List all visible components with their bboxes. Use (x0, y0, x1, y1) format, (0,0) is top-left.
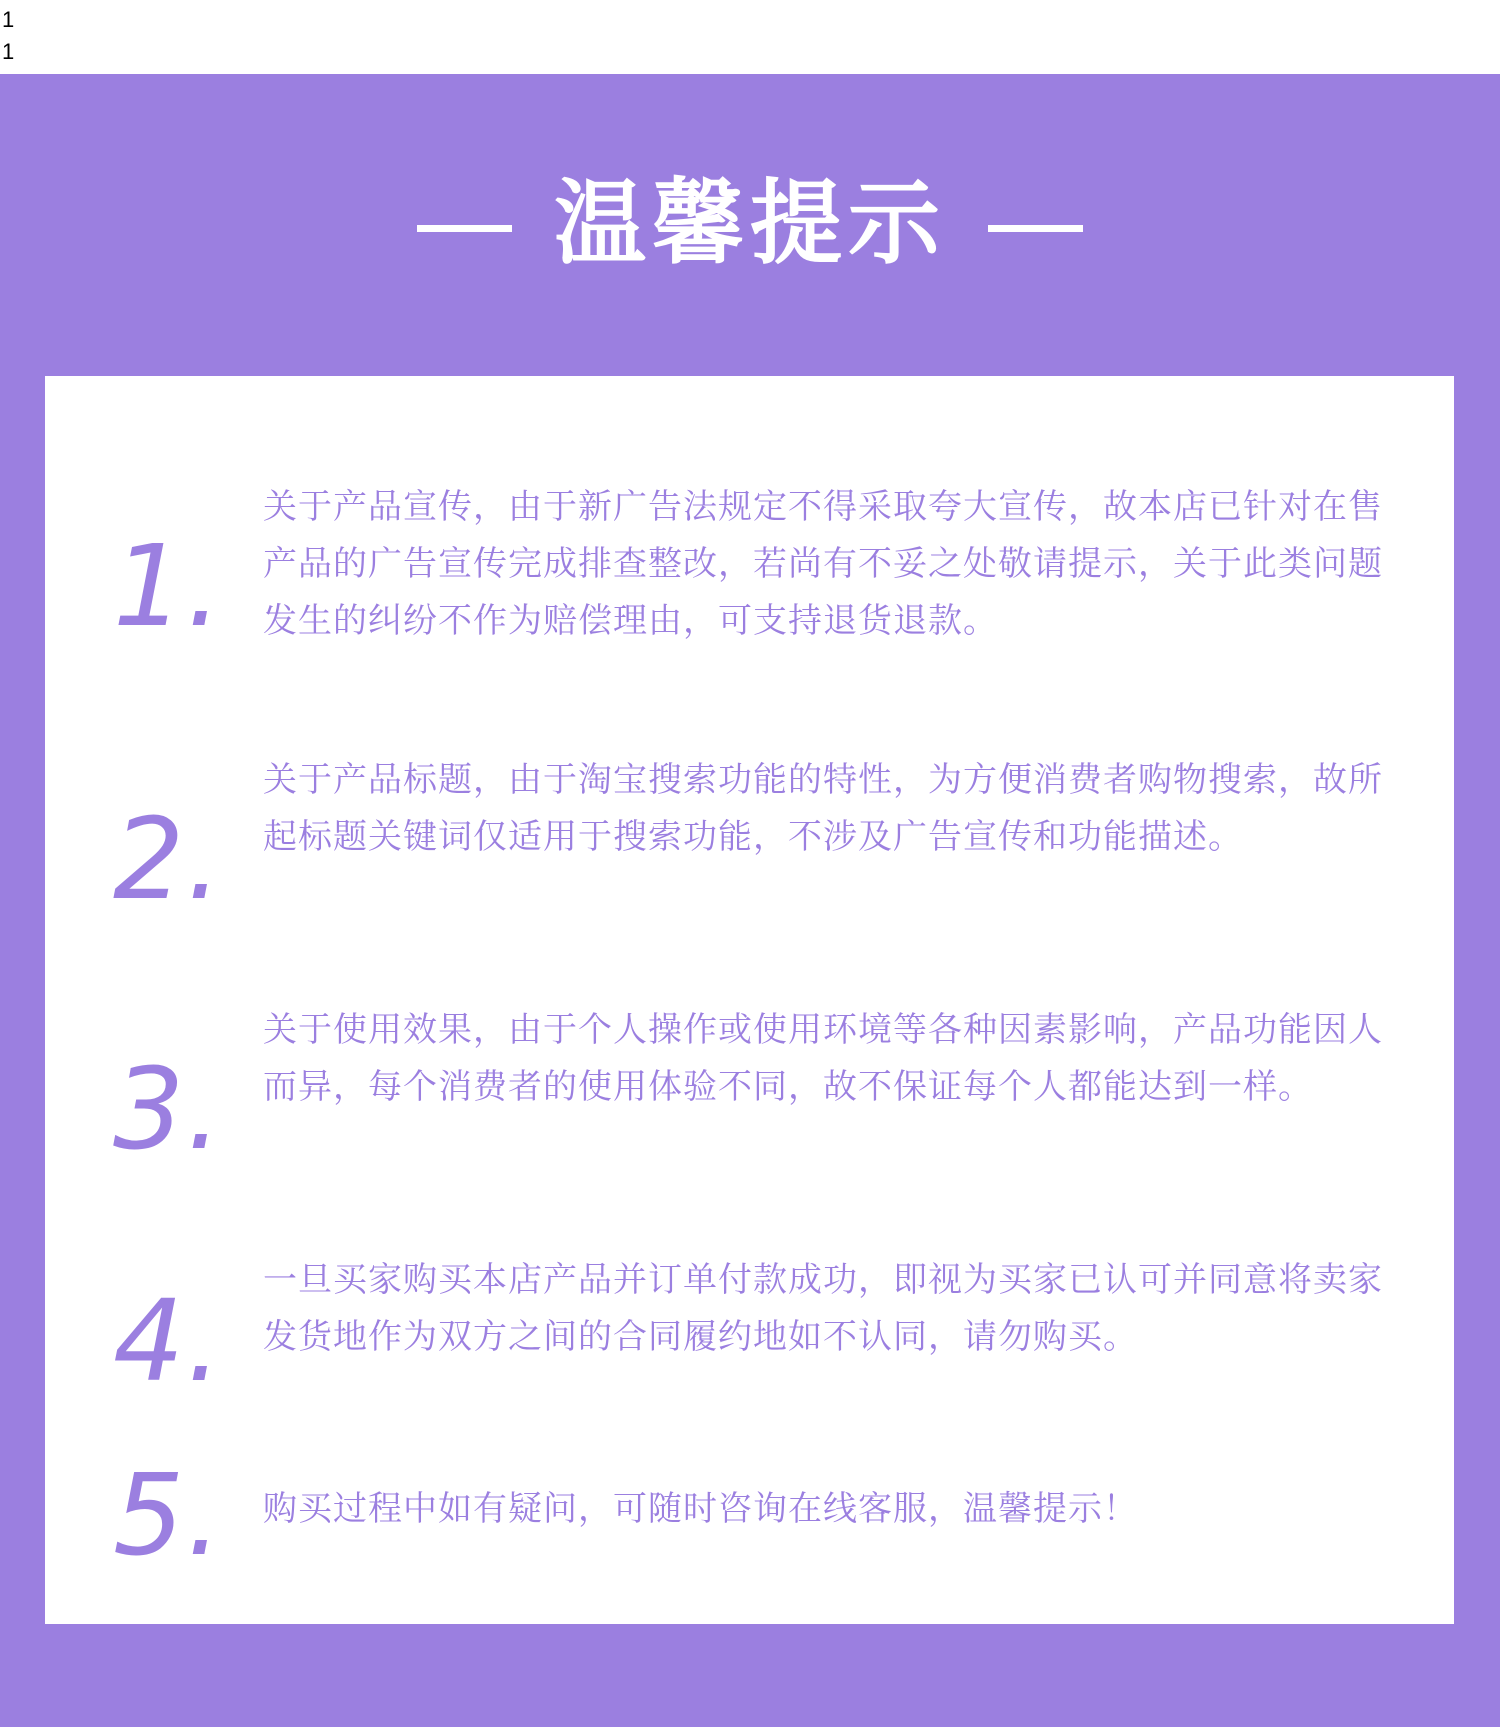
left-dash (417, 225, 512, 232)
notice-number-1: 1. (113, 522, 224, 652)
purple-notice-panel (0, 74, 1500, 1727)
notice-number-5: 5. (113, 1451, 224, 1581)
notice-text-4: 一旦买家购买本店产品并订单付款成功，即视为买家已认可并同意将卖家发货地作为双方之间的合同履约地如不认同，请勿购买。 (263, 1260, 1383, 1357)
page-title: 温馨提示 (553, 170, 946, 277)
notice-text-1: 关于产品宣传，由于新广告法规定不得采取夸大宣传，故本店已针对在售产品的广告宣传完成排查整改，若尚有不妥之处敬请提示，关于此类问题发生的纠纷不作为赔偿理由，可支持退货退款。 (263, 487, 1383, 641)
top-number-text (0, 0, 1500, 74)
notice-text-2: 关于产品标题，由于淘宝搜索功能的特性，为方便消费者购物搜索，故所起标题关键词仅适用于搜索功能，不涉及广告宣传和功能描述。 (263, 760, 1383, 857)
right-dash (988, 225, 1083, 232)
notice-number-2: 2. (113, 795, 224, 925)
notice-text-5: 购买过程中如有疑问，可随时咨询在线客服，温馨提示！ (263, 1489, 1138, 1529)
notice-text-3: 关于使用效果，由于个人操作或使用环境等各种因素影响，产品功能因人而异，每个消费者的使用体验不同，故不保证每个人都能达到一样。 (263, 1010, 1383, 1107)
notice-number-3: 3. (113, 1045, 224, 1175)
top-number-line-1: 1 (2, 7, 15, 32)
top-number-line-2: 1 (2, 39, 15, 64)
title-banner (0, 74, 1500, 374)
notice-number-4: 4. (113, 1277, 224, 1407)
notice-card (45, 376, 1454, 1624)
